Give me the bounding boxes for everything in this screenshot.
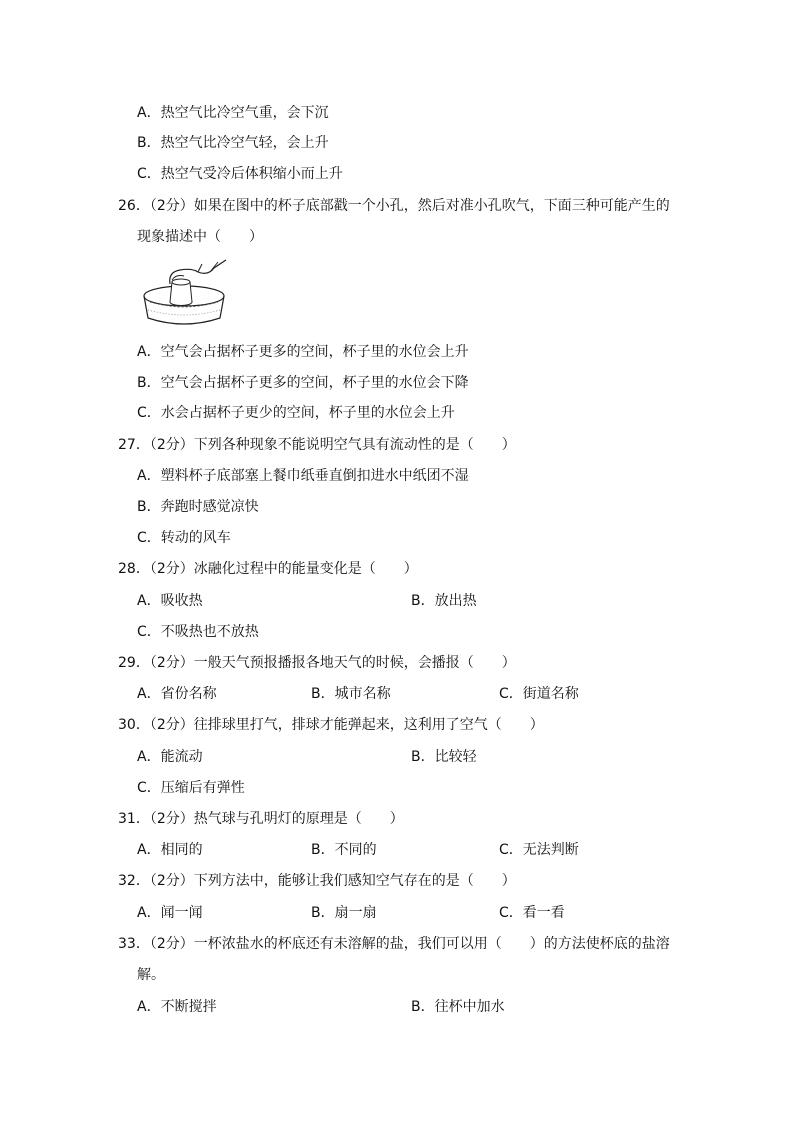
q29-stem: 29．（2分）一般天气预报播报各地天气的时候，会播报（ ） <box>118 655 516 671</box>
q29-option-a: A．省份名称 <box>137 686 217 702</box>
q30-option-b: B．比较轻 <box>411 749 477 765</box>
q29-option-c: C．街道名称 <box>499 686 579 702</box>
q33-stem-line1: 33．（2分）一杯浓盐水的杯底还有未溶解的盐，我们可以用（ ）的方法使杯底的盐溶 <box>118 936 670 952</box>
q31-option-c: C．无法判断 <box>499 842 579 858</box>
q32-option-b: B．扇一扇 <box>311 905 377 921</box>
q27-option-a: A．塑料杯子底部塞上餐巾纸垂直倒扣进水中纸团不湿 <box>137 468 469 484</box>
q29-option-b: B．城市名称 <box>311 686 391 702</box>
q28-option-b: B．放出热 <box>411 593 477 609</box>
q26-stem-line2: 现象描述中（ ） <box>137 229 263 245</box>
q31-stem: 31．（2分）热气球与孔明灯的原理是（ ） <box>118 811 404 827</box>
q26-option-c: C．水会占据杯子更少的空间，杯子里的水位会上升 <box>137 405 455 421</box>
q31-option-b: B．不同的 <box>311 842 377 858</box>
q28-stem: 28．（2分）冰融化过程中的能量变化是（ ） <box>118 561 418 577</box>
q26-stem-line1: 26．（2分）如果在图中的杯子底部戳一个小孔，然后对准小孔吹气，下面三种可能产生的 <box>118 198 670 214</box>
q25-option-c: C．热空气受冷后体积缩小而上升 <box>137 166 343 182</box>
hand-cup-basin-illustration-icon <box>140 258 232 330</box>
q33-stem-line2: 解。 <box>137 967 165 983</box>
q26-option-a: A．空气会占据杯子更多的空间，杯子里的水位会上升 <box>137 344 469 360</box>
q25-option-b: B．热空气比冷空气轻，会上升 <box>137 135 329 151</box>
q31-option-a: A．相同的 <box>137 842 203 858</box>
q26-option-b: B．空气会占据杯子更多的空间，杯子里的水位会下降 <box>137 375 469 391</box>
q30-stem: 30．（2分）往排球里打气，排球才能弹起来，这利用了空气（ ） <box>118 717 544 733</box>
q32-option-a: A．闻一闻 <box>137 905 203 921</box>
q28-option-c: C．不吸热也不放热 <box>137 624 259 640</box>
q33-option-b: B．往杯中加水 <box>411 999 505 1015</box>
q27-stem: 27．（2分）下列各种现象不能说明空气具有流动性的是（ ） <box>118 437 516 453</box>
q30-option-a: A．能流动 <box>137 749 203 765</box>
q27-option-c: C．转动的风车 <box>137 530 231 546</box>
q27-option-b: B．奔跑时感觉凉快 <box>137 499 259 515</box>
q32-option-c: C．看一看 <box>499 905 565 921</box>
q28-option-a: A．吸收热 <box>137 593 203 609</box>
q32-stem: 32．（2分）下列方法中，能够让我们感知空气存在的是（ ） <box>118 873 516 889</box>
q30-option-c: C．压缩后有弹性 <box>137 780 245 796</box>
q33-option-a: A．不断搅拌 <box>137 999 217 1015</box>
q25-option-a: A．热空气比冷空气重，会下沉 <box>137 105 329 121</box>
